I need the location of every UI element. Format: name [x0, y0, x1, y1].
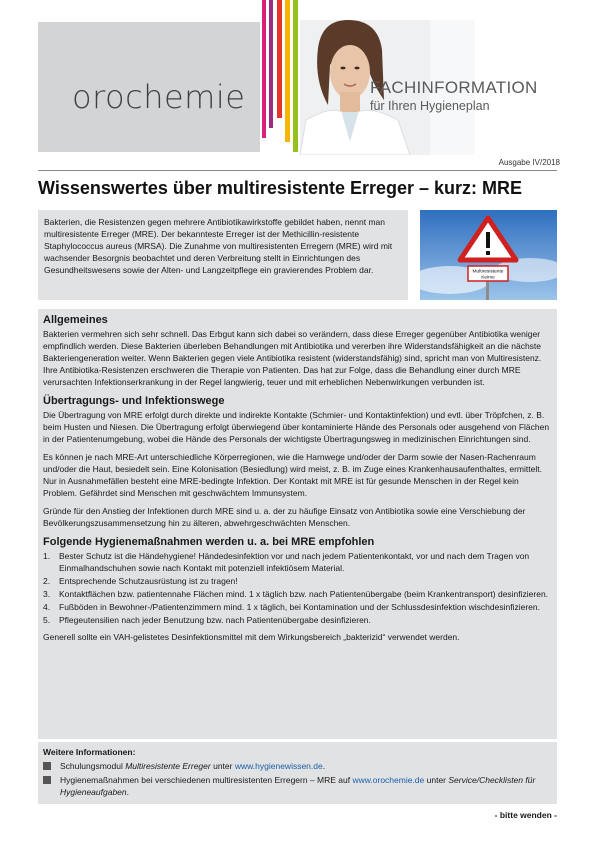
list-item: 2. Entsprechende Schutzausrüstung ist zu tragen!: [43, 576, 238, 586]
orochemie-logo: orochemie: [72, 78, 246, 116]
fachinformation-subtitle: für Ihren Hygieneplan: [370, 99, 490, 113]
bullet-square-icon: [43, 762, 51, 770]
sign-text-line1: Multiresistente: [472, 269, 504, 275]
intro-text: Bakterien, die Resistenzen gegen mehrere Antibiotikawirkstoffe gebildet haben, nennt man multiresistente Erreger (MRE). Der bekannteste Erreger ist der Methicillin-resistente Staphylococcus aureus (MRSA). Die Zunahme von multiresistenten Erregern (MRE) wird mit wachsender Besorgnis beobachtet und deren Verbreitung stellt in Einrichtungen des Gesundheitswesens sowie der Alten- und Langzeitpflege ein gravierendes Problem dar.: [44, 217, 393, 275]
link-hygienewissen[interactable]: www.hygienewissen.de: [234, 761, 323, 771]
uebertragung-paragraph-3: Gründe für den Anstieg der Infektionen durch MRE sind u. a. der zu häufige Einsatz von Antibiotika sowie eine Verschiebung der Bevölkerungszusammensetzung hin zu älteren, abwehrgeschwächten Menschen.: [43, 506, 526, 528]
section-title-uebertragung: Übertragungs- und Infektionswege: [43, 395, 225, 407]
info-item-schulungsmodul: Schulungsmodul Multiresistente Erreger unter www.hygienewissen.de.: [43, 760, 552, 772]
list-item: 5. Pflegeutensilien nach jeder Benutzung bzw. nach Patientenübergabe desinfizieren.: [43, 615, 371, 625]
warning-sign-image: [420, 210, 557, 300]
fachinformation-block: [370, 78, 560, 113]
massnahmen-closing: Generell sollte ein VAH-gelistetes Desinfektionsmittel mit dem Wirkungsbereich „bakterizid“ verwendet werden.: [43, 632, 460, 642]
turn-page-note: - bitte wenden -: [494, 810, 557, 820]
section-title-massnahmen: Folgende Hygienemaßnahmen werden u. a. bei MRE empfohlen: [43, 536, 375, 548]
section-title-allgemeines: Allgemeines: [43, 314, 108, 326]
edition-label: Ausgabe IV/2018: [498, 158, 560, 167]
allgemeines-text: Bakterien vermehren sich sehr schnell. Das Erbgut kann sich dabei so verändern, dass diese Erreger gegenüber Antibiotika weniger empfindlich werden. Diese Bakterien überleben Behandlungen mit Antibiotika und vererben ihre Widerstandsfähigkeit an die nächste Bakteriengeneration weiter. Wenn Bakterien gegen viele Antibiotika resistent (widerstandsfähig) sind, spricht man von Multiresistenz. Ihre Antibiotika-Resistenzen erschweren die Therapie von Patienten. Das hat zur Folge, dass die Behandlung einer durch MRE verursachten Infektionserkrankung in der Regel langwierig, teuer und mit erheblichen Nebenwirkungen verbunden ist.: [43, 329, 542, 387]
uebertragung-paragraph-1: Die Übertragung von MRE erfolgt durch direkte und indirekte Kontakte (Schmier- und Kontaktinfektion) und evtl. über Tröpfchen, z. B. beim Husten und Niesen. Die Übertragung erfolgt überwiegend über kontaminierte Hände des Personals oder ausgehend von Flächen in der Patientenumgebung, wobei die Hände des Personals der wichtigste Übertragungsweg in medizinischen Einrichtungen sind.: [43, 410, 550, 444]
list-item: 1. Bester Schutz ist die Händehygiene! Händedesinfektion vor und nach jedem Patientenkontakt, vor und nach dem Tragen von Einmalhandschuhen sowie nach Kontakt mit potenziell infektiösem Material.: [43, 551, 530, 573]
color-bar-yellow: [285, 0, 290, 142]
bullet-square-icon: [43, 776, 51, 784]
main-content-box: [38, 309, 557, 739]
page-title: Wissenswertes über multiresistente Erreger – kurz: MRE: [38, 178, 523, 198]
info-title: Weitere Informationen:: [43, 747, 136, 757]
uebertragung-paragraph-2: Es können je nach MRE-Art unterschiedliche Körperregionen, wie die Harnwege und/oder der Darm sowie der Nasen-Rachenraum und/oder die Haut, besiedelt sein. Eine Kolonisation (Besiedlung) wird meist, z. B. im Zuge eines Krankenhausaufenthaltes, ermittelt. Nur in Ausnahmefällen besteht eine MRE-bedingte Infektion. Der Kontakt mit MRE ist für gesunde Menschen in der Regel kein Problem. Gefährdet sind Menschen mit geschwächtem Immunsystem.: [43, 452, 542, 498]
info-item-hygienemassnahmen: Hygienemaßnahmen bei verschiedenen multiresistenten Erregern – MRE auf www.orochemie.de unter Service/Checklisten für Hygieneaufgaben.: [43, 774, 552, 798]
fachinformation-title: FACHINFORMATION: [370, 78, 538, 97]
link-orochemie[interactable]: www.orochemie.de: [352, 775, 425, 785]
massnahmen-list: [43, 550, 552, 626]
list-item: 4. Fußböden in Bewohner-/Patientenzimmern mind. 1 x täglich, bei Kontamination und der Schlussdesinfektion wischdesinfizieren.: [43, 602, 540, 612]
info-box: [38, 742, 557, 804]
color-bar-magenta: [262, 0, 266, 138]
color-bar-purple: [269, 0, 273, 128]
intro-box: [38, 210, 408, 300]
list-item: 3. Kontaktflächen bzw. patientennahe Flächen mind. 1 x täglich bzw. nach Patientenübergabe (beim Krankentransport) desinfizieren.: [43, 589, 549, 599]
divider-top: [38, 170, 557, 171]
color-bar-red: [277, 0, 282, 118]
sign-text-line2: Keime: [481, 275, 495, 281]
color-bar-green: [293, 0, 298, 152]
